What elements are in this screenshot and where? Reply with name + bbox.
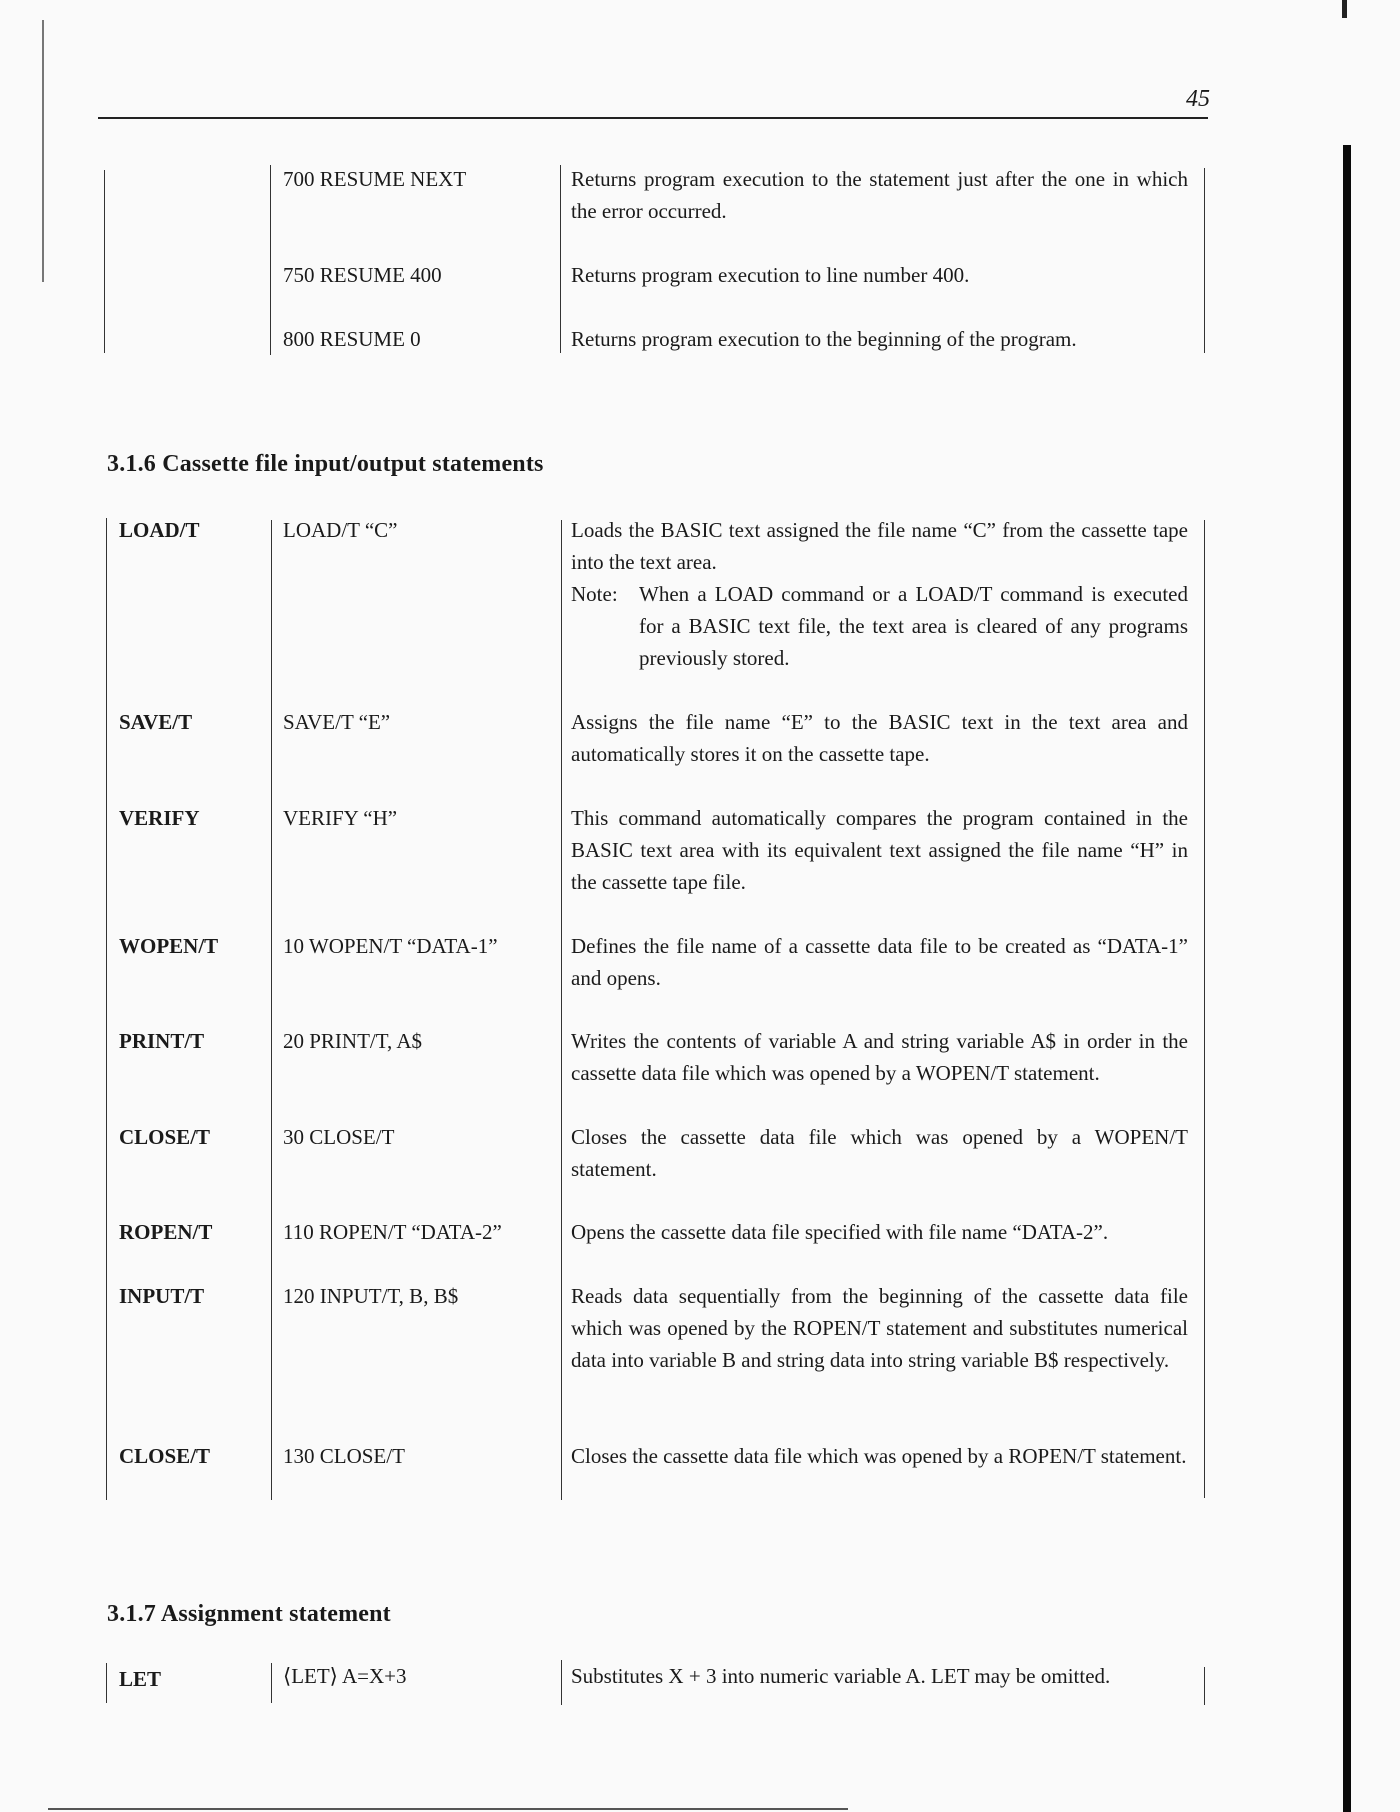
example-cell: 20 PRINT/T, A$: [283, 1029, 423, 1053]
keyword-cell: SAVE/T: [119, 710, 193, 734]
example-cell: 800 RESUME 0: [283, 327, 421, 351]
example-cell: 10 WOPEN/T “DATA-1”: [283, 934, 498, 958]
table-rule: [1204, 520, 1205, 1498]
example-cell: 750 RESUME 400: [283, 263, 442, 287]
example-cell: ⟨LET⟩ A=X+3: [283, 1664, 407, 1688]
table-rule: [106, 518, 107, 1500]
description-cell: This command automatically compares the program contained in the BASIC text area with its equivalent text assigned the file name “H” in the cassette tape file.: [571, 806, 1188, 894]
keyword-cell: INPUT/T: [119, 1284, 205, 1308]
description-cell: Closes the cassette data file which was opened by a WOPEN/T statement.: [571, 1125, 1188, 1181]
description-cell: Substitutes X + 3 into numeric variable A. LET may be omitted.: [571, 1664, 1111, 1688]
scan-margin-line: [42, 20, 44, 282]
description-cell: Defines the file name of a cassette data file to be created as “DATA-1” and opens.: [571, 934, 1188, 990]
description-cell: Returns program execution to line number 400.: [571, 263, 970, 287]
table-rule: [104, 170, 105, 353]
example-cell: 130 CLOSE/T: [283, 1444, 405, 1468]
description-cell: Returns program execution to the statement just after the one in which the error occurred.: [571, 167, 1188, 223]
description-cell: [571, 514, 1188, 674]
table-rule: [561, 520, 562, 1500]
keyword-cell: LET: [119, 1667, 162, 1691]
table-rule: [271, 520, 272, 1500]
example-cell: 700 RESUME NEXT: [283, 167, 467, 191]
description-cell: Closes the cassette data file which was opened by a ROPEN/T statement.: [571, 1444, 1187, 1468]
keyword-cell: PRINT/T: [119, 1029, 205, 1053]
description-text: Loads the BASIC text assigned the file name “C” from the cassette tape into the text area.: [571, 518, 1188, 574]
header-rule: [98, 117, 1208, 119]
example-cell: 110 ROPEN/T “DATA-2”: [283, 1220, 502, 1244]
description-cell: Writes the contents of variable A and string variable A$ in order in the cassette data file which was opened by a WOPEN/T statement.: [571, 1029, 1188, 1085]
example-cell: VERIFY “H”: [283, 806, 398, 830]
keyword-cell: CLOSE/T: [119, 1125, 211, 1149]
keyword-cell: ROPEN/T: [119, 1220, 213, 1244]
example-cell: 120 INPUT/T, B, B$: [283, 1284, 459, 1308]
keyword-cell: CLOSE/T: [119, 1444, 211, 1468]
table-rule: [271, 1663, 272, 1703]
note-label: Note:: [571, 582, 618, 606]
description-cell: Reads data sequentially from the beginning of the cassette data file which was opened by the ROPEN/T statement and substitutes numerical data into variable B and string data into string variable B$ respectively.: [571, 1284, 1188, 1372]
keyword-cell: VERIFY: [119, 806, 200, 830]
note: [571, 578, 1188, 674]
table-rule: [1204, 168, 1205, 353]
example-cell: 30 CLOSE/T: [283, 1125, 395, 1149]
scan-corner-mark: [1342, 0, 1347, 18]
description-cell: Assigns the file name “E” to the BASIC text in the text area and automatically stores it on the cassette tape.: [571, 710, 1188, 766]
table-rule: [1204, 1667, 1205, 1705]
example-cell: LOAD/T “C”: [283, 518, 398, 542]
scan-edge-shadow: [1343, 145, 1351, 1812]
table-rule: [106, 1663, 107, 1703]
table-rule: [270, 165, 271, 355]
note-text: When a LOAD command or a LOAD/T command is executed for a BASIC text file, the text area is cleared of any programs previously stored.: [639, 582, 1188, 670]
section-heading-cassette-io: 3.1.6 Cassette file input/output statements: [107, 451, 544, 477]
scan-bottom-edge: [48, 1808, 848, 1810]
keyword-cell: WOPEN/T: [119, 934, 219, 958]
keyword-cell: LOAD/T: [119, 518, 200, 542]
example-cell: SAVE/T “E”: [283, 710, 391, 734]
description-cell: Opens the cassette data file specified with file name “DATA-2”.: [571, 1220, 1109, 1244]
section-heading-assignment: 3.1.7 Assignment statement: [107, 1601, 391, 1627]
page-number: 45: [1186, 86, 1210, 112]
description-cell: Returns program execution to the beginning of the program.: [571, 327, 1077, 351]
